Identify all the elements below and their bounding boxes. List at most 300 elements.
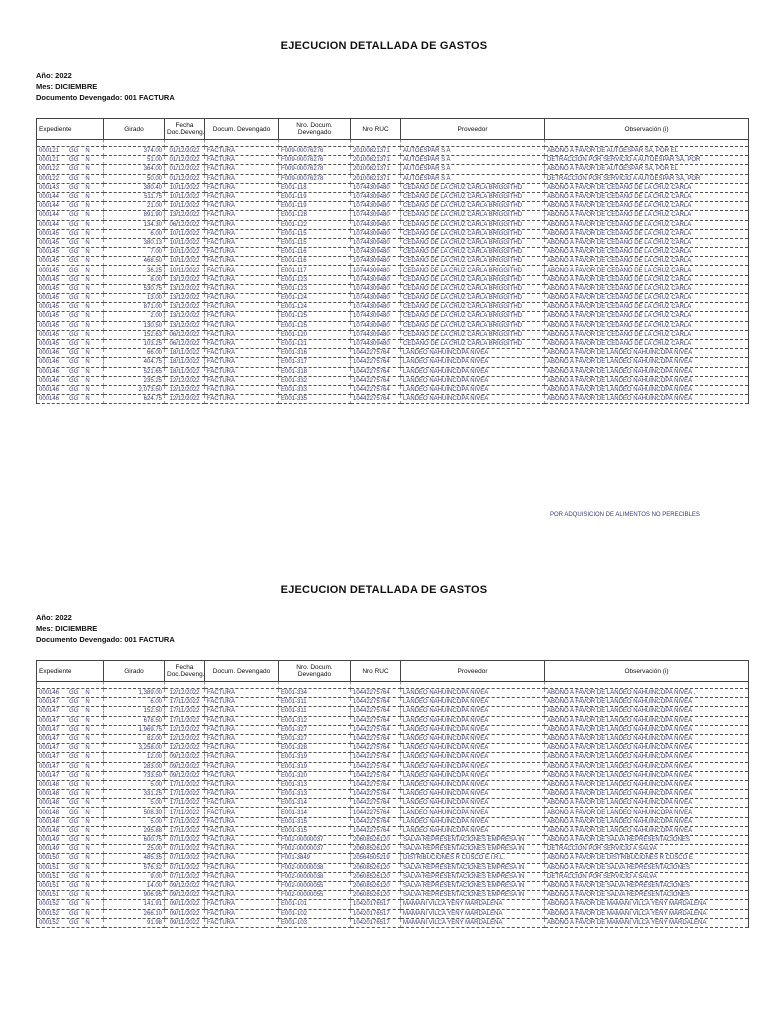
expediente-cell xyxy=(37,358,104,367)
fecha-cell: 17/11/2022 xyxy=(165,707,205,716)
observacion-cell: ABONO A FAVOR DE LANDEO NAHUINCOPA NIVEA xyxy=(545,349,749,358)
observacion-cell: ABONO A FAVOR DE LANDEO NAHUINCOPA NIVEA xyxy=(545,762,749,771)
proveedor-cell: CEDANO DE LA CRUZ CARLA BRIGGITHD xyxy=(401,312,545,321)
gg-code: GG xyxy=(69,883,79,890)
docum-cell: FACTURA xyxy=(205,294,279,303)
gg-code: GG xyxy=(69,892,79,899)
docum-cell: FACTURA xyxy=(205,771,279,780)
observacion-cell: DETRACCION POR SERVICIO A AUTOESPAR SA, POR xyxy=(545,156,749,165)
n-flag: N xyxy=(85,212,90,219)
expediente-number: 000147 xyxy=(39,763,60,770)
docum-cell: FACTURA xyxy=(205,266,279,275)
nro-docum-cell: E001-312 xyxy=(279,716,351,725)
girado-cell: 2,073.50 xyxy=(104,385,165,394)
docum-cell: FACTURA xyxy=(205,734,279,743)
n-flag: N xyxy=(85,864,90,871)
ruc-cell: 10744309480 xyxy=(351,229,401,238)
column-header: Proveedor xyxy=(401,119,545,140)
girado-cell: 5.00 xyxy=(104,780,165,789)
observacion-cell: ABONO A FAVOR DE LANDEO NAHUINCOPA NIVEA xyxy=(545,734,749,743)
ruc-cell: 10744309480 xyxy=(351,294,401,303)
gg-code: GG xyxy=(69,239,79,246)
n-flag: N xyxy=(85,157,90,164)
observacion-cell: ABONO A FAVOR DE LANDEO NAHUINCOPA NIVEA xyxy=(545,780,749,789)
table-row xyxy=(37,716,749,725)
expediente-number: 000147 xyxy=(39,736,60,743)
fecha-cell: 12/12/2022 xyxy=(165,395,205,404)
gg-code: GG xyxy=(69,304,79,311)
gg-code: GG xyxy=(69,901,79,908)
fecha-cell: 17/11/2022 xyxy=(165,780,205,789)
nro-docum-cell: E001-320 xyxy=(279,771,351,780)
gg-code: GG xyxy=(69,258,79,265)
nro-docum-cell: E001-335 xyxy=(279,395,351,404)
nro-docum-cell: E001-115 xyxy=(279,238,351,247)
docum-cell: FACTURA xyxy=(205,211,279,220)
gg-code: GG xyxy=(69,350,79,357)
ruc-cell: 10442275764 xyxy=(351,808,401,817)
nro-docum-cell: F002-00000038 xyxy=(279,872,351,881)
proveedor-cell: LANDEO NAHUINCOPA NIVEA xyxy=(401,689,545,698)
observacion-cell: ABONO A FAVOR DE CEDANO DE LA CRUZ CARLA xyxy=(545,238,749,247)
table-row xyxy=(37,147,749,156)
fecha-cell: 06/12/2022 xyxy=(165,220,205,229)
gg-code: GG xyxy=(69,800,79,807)
expediente-number: 000151 xyxy=(39,873,60,880)
docum-cell: FACTURA xyxy=(205,358,279,367)
fecha-cell: 17/11/2022 xyxy=(165,716,205,725)
nro-docum-cell: F009-00076276 xyxy=(279,156,351,165)
girado-cell: 152.50 xyxy=(104,707,165,716)
girado-cell: 508.30 xyxy=(104,808,165,817)
n-flag: N xyxy=(85,919,90,926)
nro-docum-cell: E001-313 xyxy=(279,790,351,799)
table-row xyxy=(37,174,749,183)
nro-docum-cell: E001-103 xyxy=(279,918,351,927)
expediente-cell xyxy=(37,294,104,303)
expediente-number: 000145 xyxy=(39,295,60,302)
expediente-number: 000145 xyxy=(39,249,60,256)
fecha-cell: 10/11/2022 xyxy=(165,238,205,247)
year-line: Año: 2022 xyxy=(36,71,72,80)
expediente-number: 000145 xyxy=(39,313,60,320)
nro-docum-cell: E001-319 xyxy=(279,762,351,771)
gg-code: GG xyxy=(69,295,79,302)
gg-code: GG xyxy=(69,212,79,219)
observacion-cell: ABONO A FAVOR DE SALVA REPRESENTACIONES xyxy=(545,863,749,872)
expediente-cell xyxy=(37,385,104,394)
girado-cell: 141.91 xyxy=(104,900,165,909)
fecha-cell: 12/12/2022 xyxy=(165,734,205,743)
proveedor-cell: CEDANO DE LA CRUZ CARLA BRIGGITHD xyxy=(401,211,545,220)
n-flag: N xyxy=(85,754,90,761)
proveedor-cell: CEDANO DE LA CRUZ CARLA BRIGGITHD xyxy=(401,330,545,339)
expediente-cell xyxy=(37,734,104,743)
girado-cell: 7.00 xyxy=(104,248,165,257)
docum-cell: FACTURA xyxy=(205,321,279,330)
expediente-number: 000148 xyxy=(39,781,60,788)
n-flag: N xyxy=(85,396,90,403)
fecha-cell: 13/12/2022 xyxy=(165,284,205,293)
n-flag: N xyxy=(85,258,90,265)
expediente-cell xyxy=(37,808,104,817)
proveedor-cell: CEDANO DE LA CRUZ CARLA BRIGGITHD xyxy=(401,248,545,257)
nro-docum-cell: E001-119 xyxy=(279,192,351,201)
expediente-number: 000147 xyxy=(39,717,60,724)
girado-cell: 530.75 xyxy=(104,284,165,293)
girado-cell: 380.40 xyxy=(104,183,165,192)
expediente-number: 000147 xyxy=(39,699,60,706)
table-row xyxy=(37,918,749,927)
n-flag: N xyxy=(85,726,90,733)
ruc-cell: 10442275764 xyxy=(351,358,401,367)
table-row xyxy=(37,183,749,192)
ruc-cell: 10442275764 xyxy=(351,771,401,780)
gg-code: GG xyxy=(69,396,79,403)
expediente-number: 000145 xyxy=(39,341,60,348)
table-row xyxy=(37,248,749,257)
ruc-cell: 10420176517 xyxy=(351,900,401,909)
expediente-cell xyxy=(37,174,104,183)
ruc-cell: 10442275764 xyxy=(351,790,401,799)
expediente-number: 000147 xyxy=(39,754,60,761)
n-flag: N xyxy=(85,883,90,890)
expediente-cell xyxy=(37,349,104,358)
docum-cell: FACTURA xyxy=(205,238,279,247)
table-row xyxy=(37,725,749,734)
proveedor-cell: LANDEO NAHUINCOPA NIVEA xyxy=(401,744,545,753)
n-flag: N xyxy=(85,873,90,880)
nro-docum-cell: F002-00000055 xyxy=(279,881,351,890)
n-flag: N xyxy=(85,855,90,862)
table-row xyxy=(37,238,749,247)
expediente-cell xyxy=(37,716,104,725)
table-row xyxy=(37,220,749,229)
proveedor-cell: LANDEO NAHUINCOPA NIVEA xyxy=(401,771,545,780)
expediente-cell xyxy=(37,211,104,220)
nro-docum-cell: E001-314 xyxy=(279,799,351,808)
gg-code: GG xyxy=(69,919,79,926)
column-header: Girado xyxy=(104,119,165,140)
expediente-cell xyxy=(37,790,104,799)
column-header: Girado xyxy=(104,661,165,682)
table-row xyxy=(37,211,749,220)
n-flag: N xyxy=(85,772,90,779)
nro-docum-cell: E001-116 xyxy=(279,257,351,266)
gg-code: GG xyxy=(69,690,79,697)
proveedor-cell: CEDANO DE LA CRUZ CARLA BRIGGITHD xyxy=(401,183,545,192)
ruc-cell: 20608526120 xyxy=(351,891,401,900)
table-row xyxy=(37,395,749,404)
expediente-number: 000152 xyxy=(39,910,60,917)
docum-cell: FACTURA xyxy=(205,826,279,835)
expediente-cell xyxy=(37,147,104,156)
fecha-cell: 12/12/2022 xyxy=(165,385,205,394)
proveedor-cell: CEDANO DE LA CRUZ CARLA BRIGGITHD xyxy=(401,202,545,211)
girado-cell: 36.25 xyxy=(104,266,165,275)
report-title-page-2: EJECUCION DETALLADA DE GASTOS xyxy=(280,584,488,596)
observacion-cell: ABONO A FAVOR DE CEDANO DE LA CRUZ CARLA xyxy=(545,321,749,330)
expediente-number: 000145 xyxy=(39,304,60,311)
expense-table-page-1 xyxy=(36,118,749,404)
table-row xyxy=(37,854,749,863)
docum-cell: FACTURA xyxy=(205,220,279,229)
nro-docum-cell: E001-125 xyxy=(279,321,351,330)
year-line: Año: 2022 xyxy=(36,613,72,622)
fecha-cell: 18/11/2022 xyxy=(165,367,205,376)
expediente-number: 000152 xyxy=(39,919,60,926)
fecha-cell: 17/11/2022 xyxy=(165,698,205,707)
docum-cell: FACTURA xyxy=(205,900,279,909)
expediente-cell xyxy=(37,881,104,890)
table-row xyxy=(37,349,749,358)
n-flag: N xyxy=(85,910,90,917)
girado-cell: 364.00 xyxy=(104,165,165,174)
fecha-cell: 12/12/2022 xyxy=(165,376,205,385)
gg-code: GG xyxy=(69,157,79,164)
n-flag: N xyxy=(85,386,90,393)
docum-cell: FACTURA xyxy=(205,367,279,376)
gg-code: GG xyxy=(69,221,79,228)
proveedor-cell: CEDANO DE LA CRUZ CARLA BRIGGITHD xyxy=(401,192,545,201)
expediente-cell xyxy=(37,165,104,174)
girado-cell: 6.00 xyxy=(104,229,165,238)
proveedor-cell: CEDANO DE LA CRUZ CARLA BRIGGITHD xyxy=(401,294,545,303)
expediente-number: 000143 xyxy=(39,184,60,191)
docum-cell: FACTURA xyxy=(205,863,279,872)
expediente-number: 000144 xyxy=(39,203,60,210)
table-row xyxy=(37,376,749,385)
fecha-cell: 17/11/2022 xyxy=(165,817,205,826)
column-header: Fecha Doc.Deveng. xyxy=(165,661,205,682)
n-flag: N xyxy=(85,295,90,302)
fecha-cell: 10/11/2022 xyxy=(165,229,205,238)
n-flag: N xyxy=(85,276,90,283)
observacion-cell: ABONO A FAVOR DE CEDANO DE LA CRUZ CARLA xyxy=(545,312,749,321)
ruc-cell: 10442275764 xyxy=(351,395,401,404)
docum-cell: FACTURA xyxy=(205,891,279,900)
docum-cell: FACTURA xyxy=(205,339,279,348)
table-row xyxy=(37,790,749,799)
table-row xyxy=(37,808,749,817)
girado-cell: 1,969.75 xyxy=(104,725,165,734)
fecha-cell: 01/12/2022 xyxy=(165,147,205,156)
gg-code: GG xyxy=(69,285,79,292)
observacion-cell: ABONO A FAVOR DE LANDEO NAHUINCOPA NIVEA xyxy=(545,395,749,404)
expediente-number: 000146 xyxy=(39,350,60,357)
ruc-cell: 20608526120 xyxy=(351,881,401,890)
ruc-cell: 10744309480 xyxy=(351,238,401,247)
nro-docum-cell: F002-00000037 xyxy=(279,845,351,854)
table-row xyxy=(37,799,749,808)
girado-cell: 733.50 xyxy=(104,771,165,780)
table-row xyxy=(37,312,749,321)
observacion-cell: ABONO A FAVOR DE LANDEO NAHUINCOPA NIVEA xyxy=(545,725,749,734)
docum-cell: FACTURA xyxy=(205,330,279,339)
table-row xyxy=(37,689,749,698)
n-flag: N xyxy=(85,350,90,357)
column-header: Docum. Devengado xyxy=(205,661,279,682)
girado-cell: 295.88 xyxy=(104,826,165,835)
expediente-number: 000148 xyxy=(39,818,60,825)
girado-cell: 600.75 xyxy=(104,836,165,845)
n-flag: N xyxy=(85,166,90,173)
table-row xyxy=(37,339,749,348)
fecha-cell: 10/11/2022 xyxy=(165,248,205,257)
expediente-number: 000147 xyxy=(39,726,60,733)
n-flag: N xyxy=(85,203,90,210)
table-row xyxy=(37,707,749,716)
n-flag: N xyxy=(85,184,90,191)
docum-cell: FACTURA xyxy=(205,707,279,716)
expediente-cell xyxy=(37,863,104,872)
proveedor-cell: LANDEO NAHUINCOPA NIVEA xyxy=(401,780,545,789)
column-header: Nro RUC xyxy=(351,661,401,682)
fecha-cell: 06/12/2022 xyxy=(165,330,205,339)
girado-cell: 380.13 xyxy=(104,238,165,247)
expediente-number: 000146 xyxy=(39,359,60,366)
proveedor-cell: CEDANO DE LA CRUZ CARLA BRIGGITHD xyxy=(401,321,545,330)
expediente-cell xyxy=(37,257,104,266)
girado-cell: 91.98 xyxy=(104,918,165,927)
expediente-cell xyxy=(37,238,104,247)
expediente-cell xyxy=(37,891,104,900)
expediente-number: 000147 xyxy=(39,745,60,752)
expediente-cell xyxy=(37,744,104,753)
observacion-cell: ABONO A FAVOR DE LANDEO NAHUINCOPA NIVEA xyxy=(545,698,749,707)
observacion-cell: DETRACCION POR SERVICIO A AUTOESPAR SA, POR xyxy=(545,174,749,183)
gg-code: GG xyxy=(69,763,79,770)
fecha-cell: 10/11/2022 xyxy=(165,183,205,192)
ruc-cell: 10442275764 xyxy=(351,349,401,358)
expediente-cell xyxy=(37,900,104,909)
expediente-number: 000146 xyxy=(39,690,60,697)
proveedor-cell: CEDANO DE LA CRUZ CARLA BRIGGITHD xyxy=(401,266,545,275)
girado-cell: 283.00 xyxy=(104,762,165,771)
expediente-cell xyxy=(37,229,104,238)
expediente-cell xyxy=(37,312,104,321)
observacion-cell: ABONO A FAVOR DE SALVA REPRESENTACIONES xyxy=(545,881,749,890)
expediente-number: 000148 xyxy=(39,809,60,816)
n-flag: N xyxy=(85,267,90,274)
expediente-cell xyxy=(37,330,104,339)
docum-cell: FACTURA xyxy=(205,202,279,211)
gg-code: GG xyxy=(69,726,79,733)
docum-cell: FACTURA xyxy=(205,725,279,734)
table-header-row xyxy=(37,119,749,140)
expediente-number: 000145 xyxy=(39,239,60,246)
docum-cell: FACTURA xyxy=(205,808,279,817)
n-flag: N xyxy=(85,800,90,807)
n-flag: N xyxy=(85,837,90,844)
expediente-cell xyxy=(37,284,104,293)
docum-cell: FACTURA xyxy=(205,312,279,321)
observacion-cell: ABONO A FAVOR DE LANDEO NAHUINCOPA NIVEA xyxy=(545,385,749,394)
observacion-cell: ABONO A FAVOR DE LANDEO NAHUINCOPA NIVEA xyxy=(545,790,749,799)
proveedor-cell: LANDEO NAHUINCOPA NIVEA xyxy=(401,734,545,743)
docum-cell: FACTURA xyxy=(205,174,279,183)
gg-code: GG xyxy=(69,184,79,191)
fecha-cell: 10/11/2022 xyxy=(165,202,205,211)
expediente-number: 000146 xyxy=(39,368,60,375)
ruc-cell: 10442275764 xyxy=(351,385,401,394)
nro-docum-cell: E001-120 xyxy=(279,330,351,339)
ruc-cell: 10744309480 xyxy=(351,257,401,266)
nro-docum-cell: E001-118 xyxy=(279,183,351,192)
ruc-cell: 10442275764 xyxy=(351,716,401,725)
proveedor-cell: LANDEO NAHUINCOPA NIVEA xyxy=(401,367,545,376)
gg-code: GG xyxy=(69,341,79,348)
girado-cell: 9.00 xyxy=(104,872,165,881)
observacion-cell: ABONO A FAVOR DE LANDEO NAHUINCOPA NIVEA xyxy=(545,744,749,753)
girado-cell: 5.00 xyxy=(104,799,165,808)
fecha-cell: 10/11/2022 xyxy=(165,257,205,266)
expediente-number: 000122 xyxy=(39,175,60,182)
gg-code: GG xyxy=(69,754,79,761)
ruc-cell: 10442275764 xyxy=(351,817,401,826)
expediente-number: 000149 xyxy=(39,846,60,853)
report-title-page-1: EJECUCION DETALLADA DE GASTOS xyxy=(280,40,488,52)
proveedor-cell: AUTOESPAR S A xyxy=(401,174,545,183)
docum-cell: FACTURA xyxy=(205,881,279,890)
expediente-cell xyxy=(37,321,104,330)
fecha-cell: 13/12/2022 xyxy=(165,321,205,330)
fecha-cell: 13/12/2022 xyxy=(165,312,205,321)
fecha-cell: 07/11/2022 xyxy=(165,836,205,845)
doc-line: Documento Devengado: 001 FACTURA xyxy=(36,93,175,102)
nro-docum-cell: F002-00000038 xyxy=(279,863,351,872)
docum-cell: FACTURA xyxy=(205,790,279,799)
proveedor-cell: LANDEO NAHUINCOPA NIVEA xyxy=(401,358,545,367)
expediente-cell xyxy=(37,266,104,275)
observacion-cell: ABONO A FAVOR DE CEDANO DE LA CRUZ CARLA xyxy=(545,220,749,229)
expediente-number: 000144 xyxy=(39,221,60,228)
nro-docum-cell: E001-121 xyxy=(279,339,351,348)
gg-code: GG xyxy=(69,745,79,752)
proveedor-cell: LANDEO NAHUINCOPA NIVEA xyxy=(401,385,545,394)
nro-docum-cell: E001-333 xyxy=(279,385,351,394)
ruc-cell: 10442275764 xyxy=(351,744,401,753)
report-meta-page-2 xyxy=(36,612,175,645)
girado-cell: 3,258.00 xyxy=(104,744,165,753)
expediente-cell xyxy=(37,725,104,734)
proveedor-cell: SALVA REPRESENTACIONES EMPRESA IN xyxy=(401,836,545,845)
fecha-cell: 17/11/2022 xyxy=(165,826,205,835)
fecha-cell: 13/12/2022 xyxy=(165,275,205,284)
docum-cell: FACTURA xyxy=(205,165,279,174)
proveedor-cell: LANDEO NAHUINCOPA NIVEA xyxy=(401,826,545,835)
proveedor-cell: SALVA REPRESENTACIONES EMPRESA IN xyxy=(401,881,545,890)
ruc-cell: 10744309480 xyxy=(351,202,401,211)
expediente-number: 000146 xyxy=(39,386,60,393)
ruc-cell: 10744309480 xyxy=(351,192,401,201)
gg-code: GG xyxy=(69,148,79,155)
fecha-cell: 07/11/2022 xyxy=(165,845,205,854)
proveedor-cell: SALVA REPRESENTACIONES EMPRESA IN xyxy=(401,863,545,872)
table-row xyxy=(37,698,749,707)
girado-cell: 374.00 xyxy=(104,147,165,156)
nro-docum-cell: E001-101 xyxy=(279,900,351,909)
table-row xyxy=(37,817,749,826)
n-flag: N xyxy=(85,313,90,320)
girado-cell: 51.00 xyxy=(104,156,165,165)
table-row xyxy=(37,762,749,771)
proveedor-cell: LANDEO NAHUINCOPA NIVEA xyxy=(401,762,545,771)
observacion-cell: ABONO A FAVOR DE CEDANO DE LA CRUZ CARLA xyxy=(545,248,749,257)
proveedor-cell: SALVA REPRESENTACIONES EMPRESA IN xyxy=(401,891,545,900)
n-flag: N xyxy=(85,892,90,899)
gg-code: GG xyxy=(69,827,79,834)
